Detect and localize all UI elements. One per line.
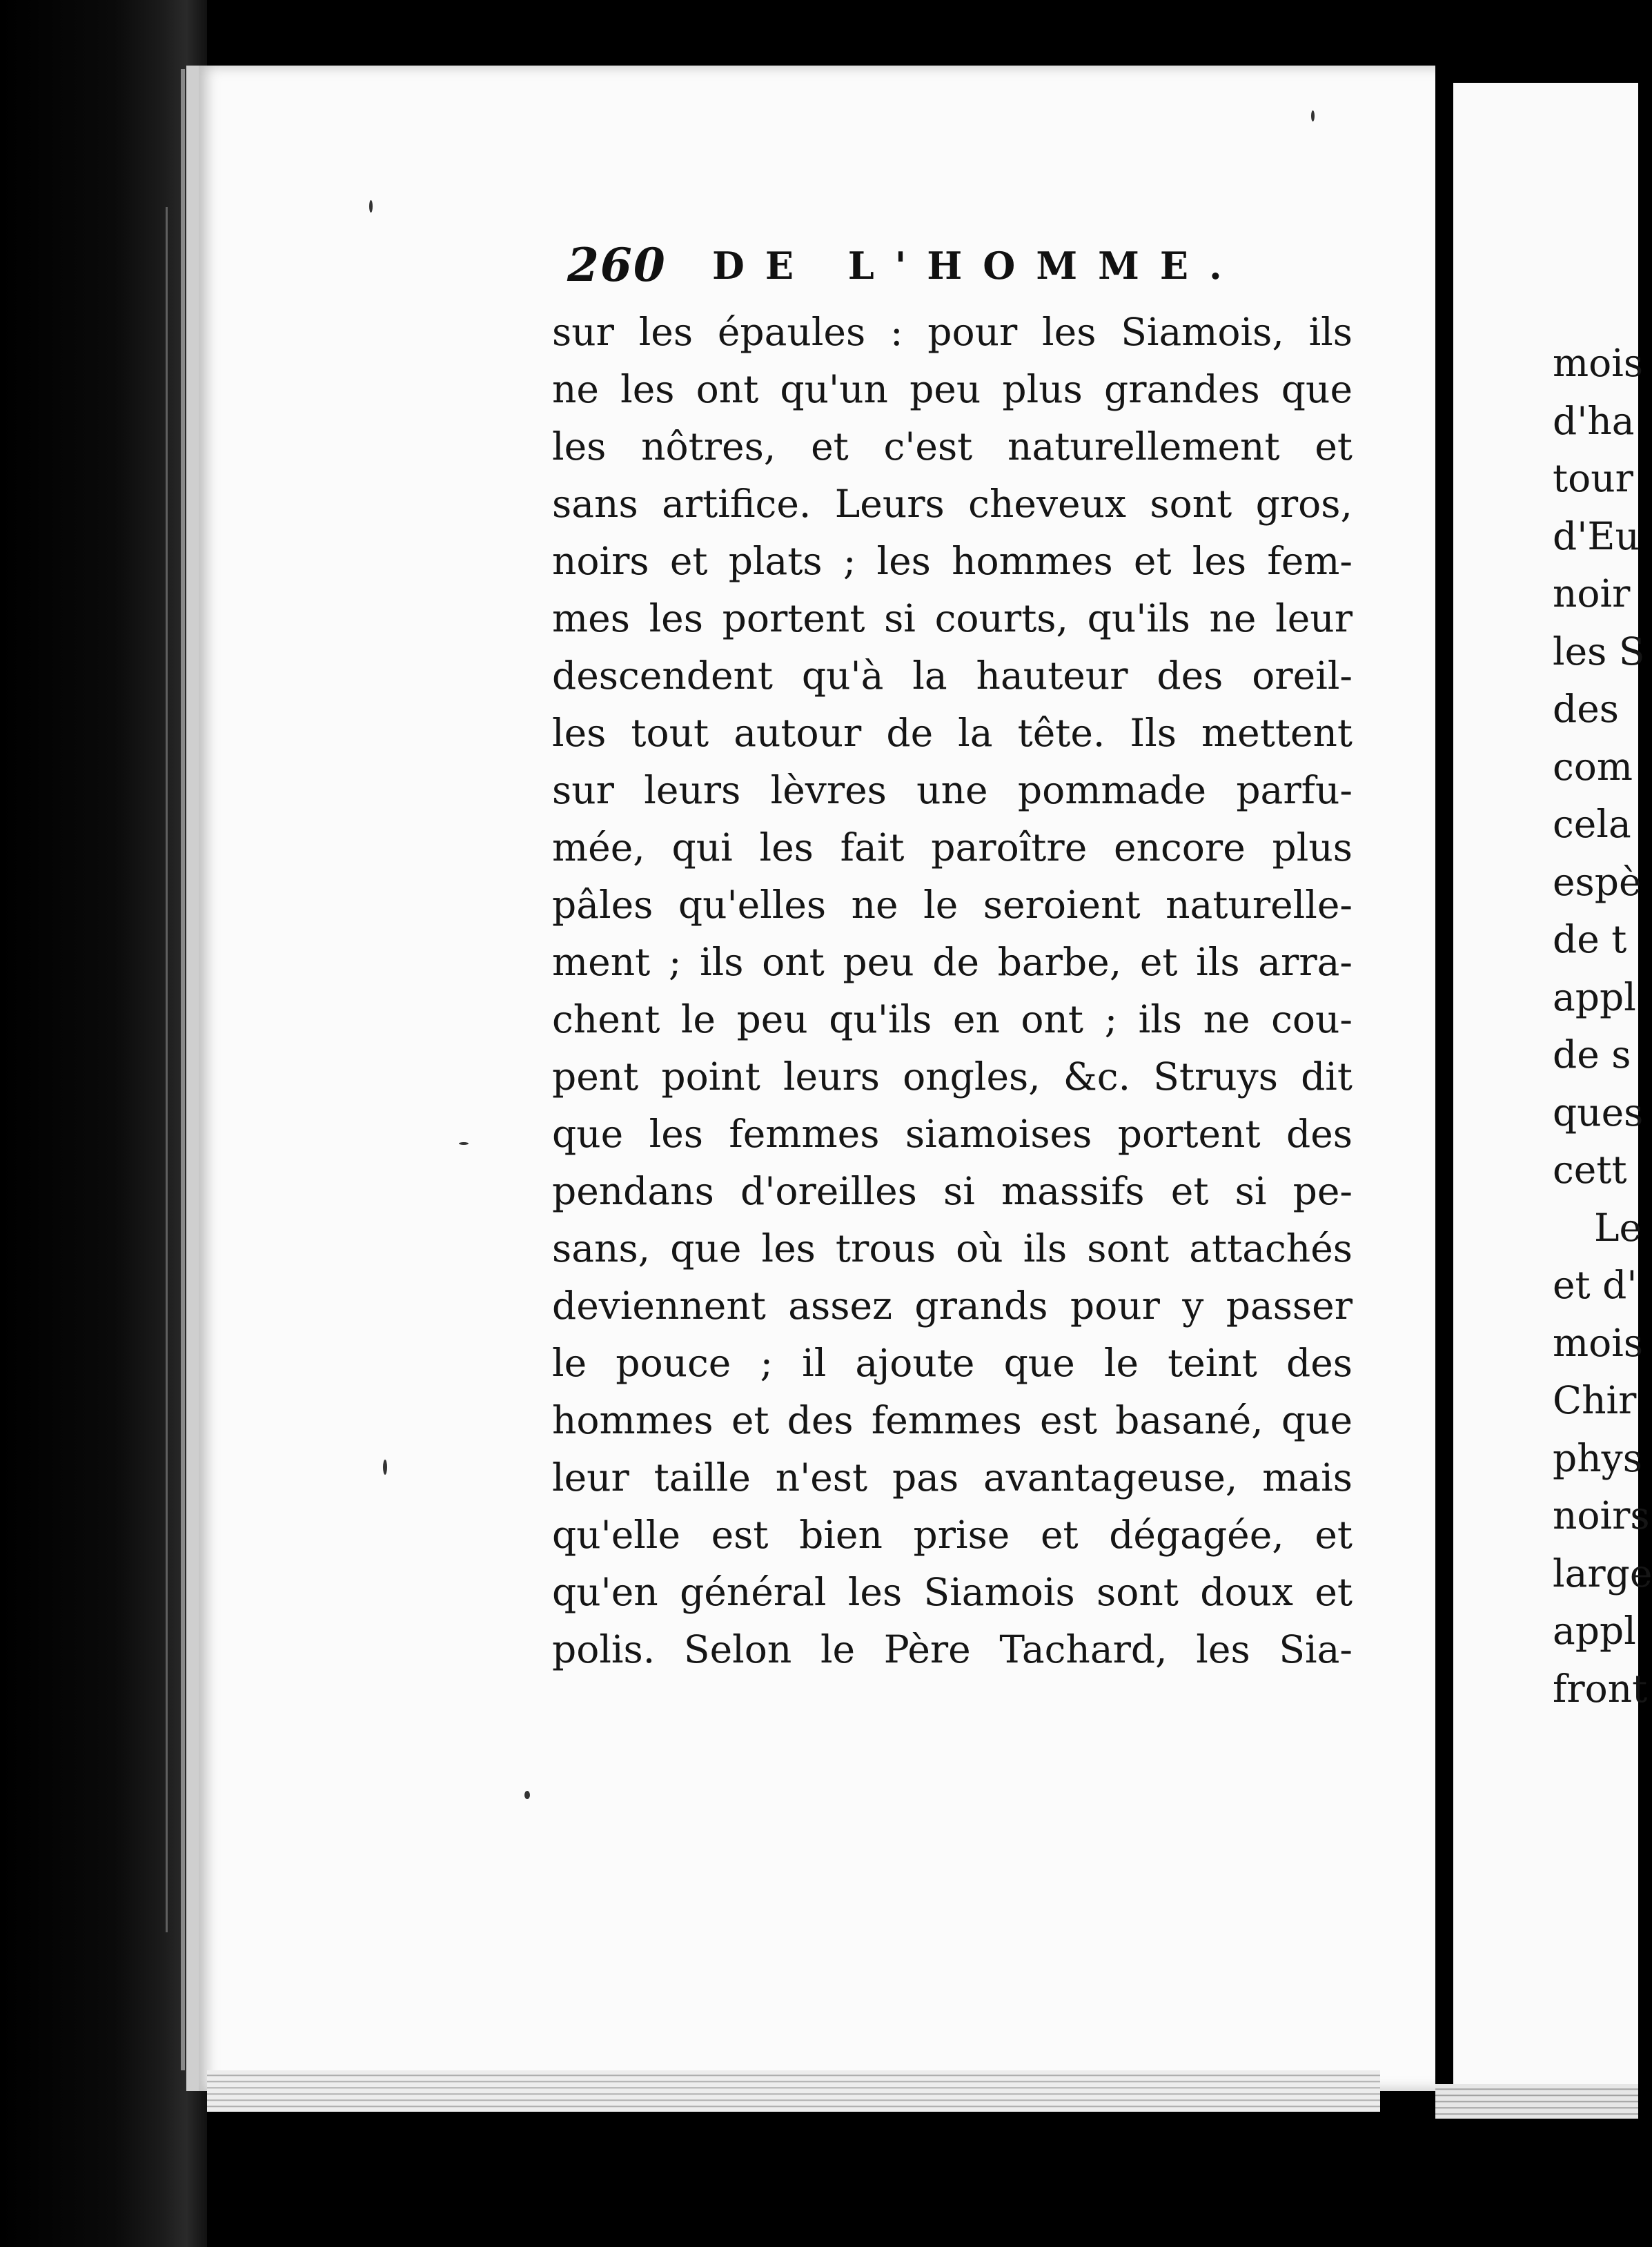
- text-line: chent le peu qu'ils en ont ; ils ne cou-: [552, 997, 1353, 1041]
- text-line: que les femmes siamoises portent des: [552, 1112, 1353, 1156]
- facing-line: ques: [1553, 1090, 1644, 1135]
- facing-line: front: [1553, 1666, 1648, 1711]
- paper-speck: [369, 200, 373, 213]
- facing-line: les S: [1553, 629, 1645, 674]
- text-line: pent point leurs ongles, &c. Struys dit: [552, 1054, 1353, 1099]
- text-line: sur les épaules : pour les Siamois, ils: [552, 310, 1353, 354]
- text-line: sans artifice. Leurs cheveux sont gros,: [552, 482, 1353, 526]
- text-line: mes les portent si courts, qu'ils ne leur: [552, 596, 1353, 640]
- facing-line: Chir: [1553, 1378, 1637, 1422]
- body-text: [552, 304, 1353, 1678]
- paper-speck: [1311, 110, 1315, 121]
- facing-line: d'ha: [1553, 398, 1635, 443]
- facing-line: Le: [1594, 1205, 1642, 1250]
- text-line: qu'en général les Siamois sont doux et: [552, 1570, 1353, 1614]
- paper-speck: [524, 1791, 530, 1799]
- facing-line: des: [1553, 687, 1619, 731]
- page-edge-streak: [166, 207, 168, 1932]
- facing-page-text: [1553, 335, 1652, 1718]
- page-edge-streak: [181, 69, 185, 2070]
- facing-line: phys: [1553, 1435, 1642, 1480]
- text-line: descendent qu'à la hauteur des oreil-: [552, 654, 1353, 698]
- facing-line: com: [1553, 744, 1633, 789]
- facing-line: espè: [1553, 859, 1642, 904]
- facing-line: mois: [1553, 341, 1644, 385]
- text-line: les nôtres, et c'est naturellement et: [552, 424, 1353, 469]
- book-spine-shadow: [0, 0, 207, 2247]
- facing-line: appl: [1553, 974, 1636, 1019]
- text-line: ment ; ils ont peu de barbe, et ils arra-: [552, 940, 1353, 984]
- paper-speck: [459, 1142, 469, 1145]
- text-line: sans, que les trous où ils sont attachés: [552, 1226, 1353, 1270]
- text-line: hommes et des femmes est basané, que: [552, 1398, 1353, 1442]
- facing-line: de t: [1553, 917, 1627, 961]
- facing-line: appl: [1553, 1609, 1636, 1653]
- running-title: DE L'HOMME.: [712, 244, 1243, 288]
- text-line: le pouce ; il ajoute que le teint des: [552, 1341, 1353, 1385]
- paper-speck: [383, 1460, 387, 1475]
- text-line: sur leurs lèvres une pommade parfu-: [552, 768, 1353, 812]
- facing-line: de s: [1553, 1032, 1631, 1077]
- text-line: ne les ont qu'un peu plus grandes que: [552, 367, 1353, 411]
- page-number: 260: [567, 238, 667, 292]
- facing-line: noirs: [1553, 1493, 1650, 1538]
- text-line: mée, qui les fait paroître encore plus: [552, 825, 1353, 870]
- page-gutter: [1435, 41, 1453, 2119]
- text-line: polis. Selon le Père Tachard, les Sia-: [552, 1627, 1353, 1671]
- text-line: pendans d'oreilles si massifs et si pe-: [552, 1169, 1353, 1213]
- facing-line: tour: [1553, 456, 1633, 500]
- facing-line: cett: [1553, 1148, 1627, 1192]
- page-bottom-edge: [207, 2070, 1380, 2112]
- text-line: deviennent assez grands pour y passer: [552, 1284, 1353, 1328]
- text-line: leur taille n'est pas avantageuse, mais: [552, 1455, 1353, 1500]
- facing-line: mois: [1553, 1320, 1644, 1365]
- facing-line: cela: [1553, 802, 1631, 846]
- facing-line: large: [1553, 1551, 1652, 1596]
- page-header: [567, 238, 1257, 300]
- facing-line: et d': [1553, 1263, 1638, 1307]
- right-page-bottom-edge: [1435, 2084, 1638, 2119]
- text-line: noirs et plats ; les hommes et les fem-: [552, 539, 1353, 583]
- text-line: les tout autour de la tête. Ils mettent: [552, 711, 1353, 755]
- facing-line: d'Eu: [1553, 513, 1640, 558]
- text-line: pâles qu'elles ne le seroient naturelle-: [552, 883, 1353, 927]
- facing-line: noir: [1553, 571, 1631, 616]
- text-line: qu'elle est bien prise et dégagée, et: [552, 1513, 1353, 1557]
